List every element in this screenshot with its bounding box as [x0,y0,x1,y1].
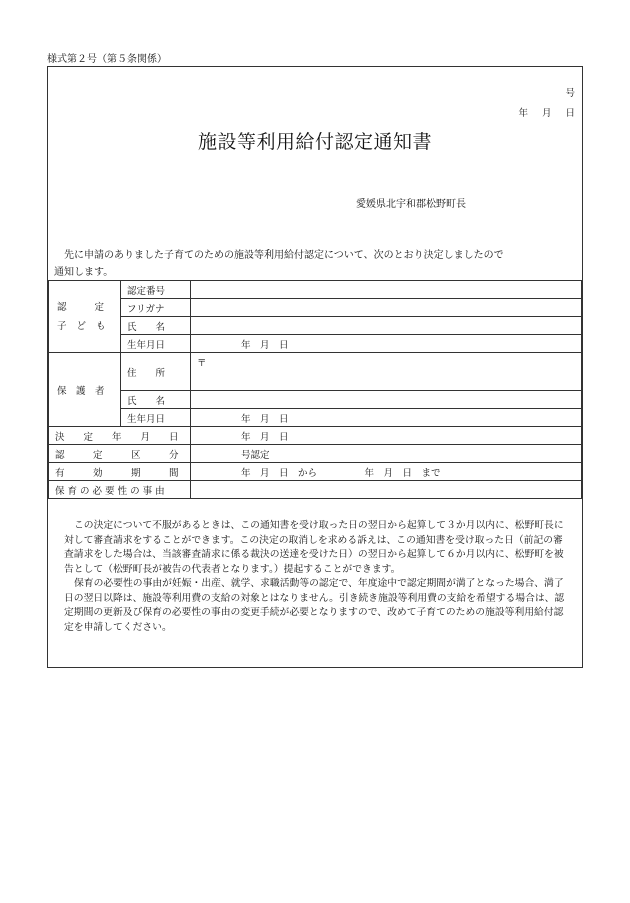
issue-month: 月 [541,108,552,119]
guardian-address-field [191,353,582,391]
decision-date-field: 年 月 日 [191,427,582,445]
intro-text [54,247,574,281]
postal-mark: 〒 [197,358,207,369]
intro-line-2: 通知します。 [54,267,114,278]
notes [64,519,569,635]
necessity-reason-label: 保 育 の 必 要 性 の 事 由 [49,481,191,499]
furigana-label: フリガナ [121,299,191,317]
validity-field: 年 月 日 から 年 月 日 まで [191,463,582,481]
notes-paragraph-1: この決定について不服があるときは、この通知書を受け取った日の翌日から起算して３か月以内に、松野町長に対して審査請求をすることができます。この決定の取消しを求める訴えは、この通知書を受け取った日（前記の審査請求をした場合は、当該審査請求に係る裁決の送達を受けた日）の翌日から起算して６か月以内に、松野町を被告として（松野町長が被告の代表者となります。）提起することができます。 [64,520,564,575]
form-number: 様式第２号（第５条関係） [47,54,167,65]
guardian-name-field [191,391,582,409]
document-title: 施設等利用給付認定通知書 [197,131,432,153]
issue-day: 日 [565,108,575,119]
necessity-reason-field [191,481,582,499]
child-birthdate-field: 年 月 日 [191,335,582,353]
cert-category-field: 号認定 [191,445,582,463]
document-number-mark: 号 [565,88,575,99]
guardian-birthdate-field: 年 月 日 [191,409,582,427]
child-name-label: 氏 名 [121,317,191,335]
certification-table [48,280,582,499]
notice-document [47,66,583,668]
notes-paragraph-2: 保育の必要性の事由が妊娠・出産、就学、求職活動等の認定で、年度途中で認定期間が満了となった場合、満了日の翌日以降は、施設等利用費の支給の対象とはなりません。引き続き施設等利用費の支給を希望する場合は、認定期間の更新及び保育の必要性の事由の変更手続が必要となりますので、改めて子育てのための施設等利用給付認定を申請してください。 [64,578,565,633]
guardian-group-label: 保 護 者 [49,353,121,427]
guardian-name-label: 氏 名 [121,391,191,409]
child-group-label: 認 定 子 ど も [49,281,121,353]
guardian-birthdate-label: 生年月日 [121,409,191,427]
issue-year: 年 [518,108,528,119]
issuer: 愛媛県北宇和郡松野町長 [356,199,466,210]
child-birthdate-label: 生年月日 [121,335,191,353]
cert-number-field [191,281,582,299]
issue-date [504,105,575,119]
guardian-address-label: 住 所 [121,353,191,391]
cert-category-label: 認 定 区 分 [49,445,191,463]
intro-line-1: 先に申請のありました子育てのための施設等利用給付認定について、次のとおり決定しましたので [64,250,504,261]
cert-number-label: 認定番号 [121,281,191,299]
validity-label: 有 効 期 間 [49,463,191,481]
decision-date-label: 決 定 年 月 日 [49,427,191,445]
furigana-field [191,299,582,317]
child-name-field [191,317,582,335]
